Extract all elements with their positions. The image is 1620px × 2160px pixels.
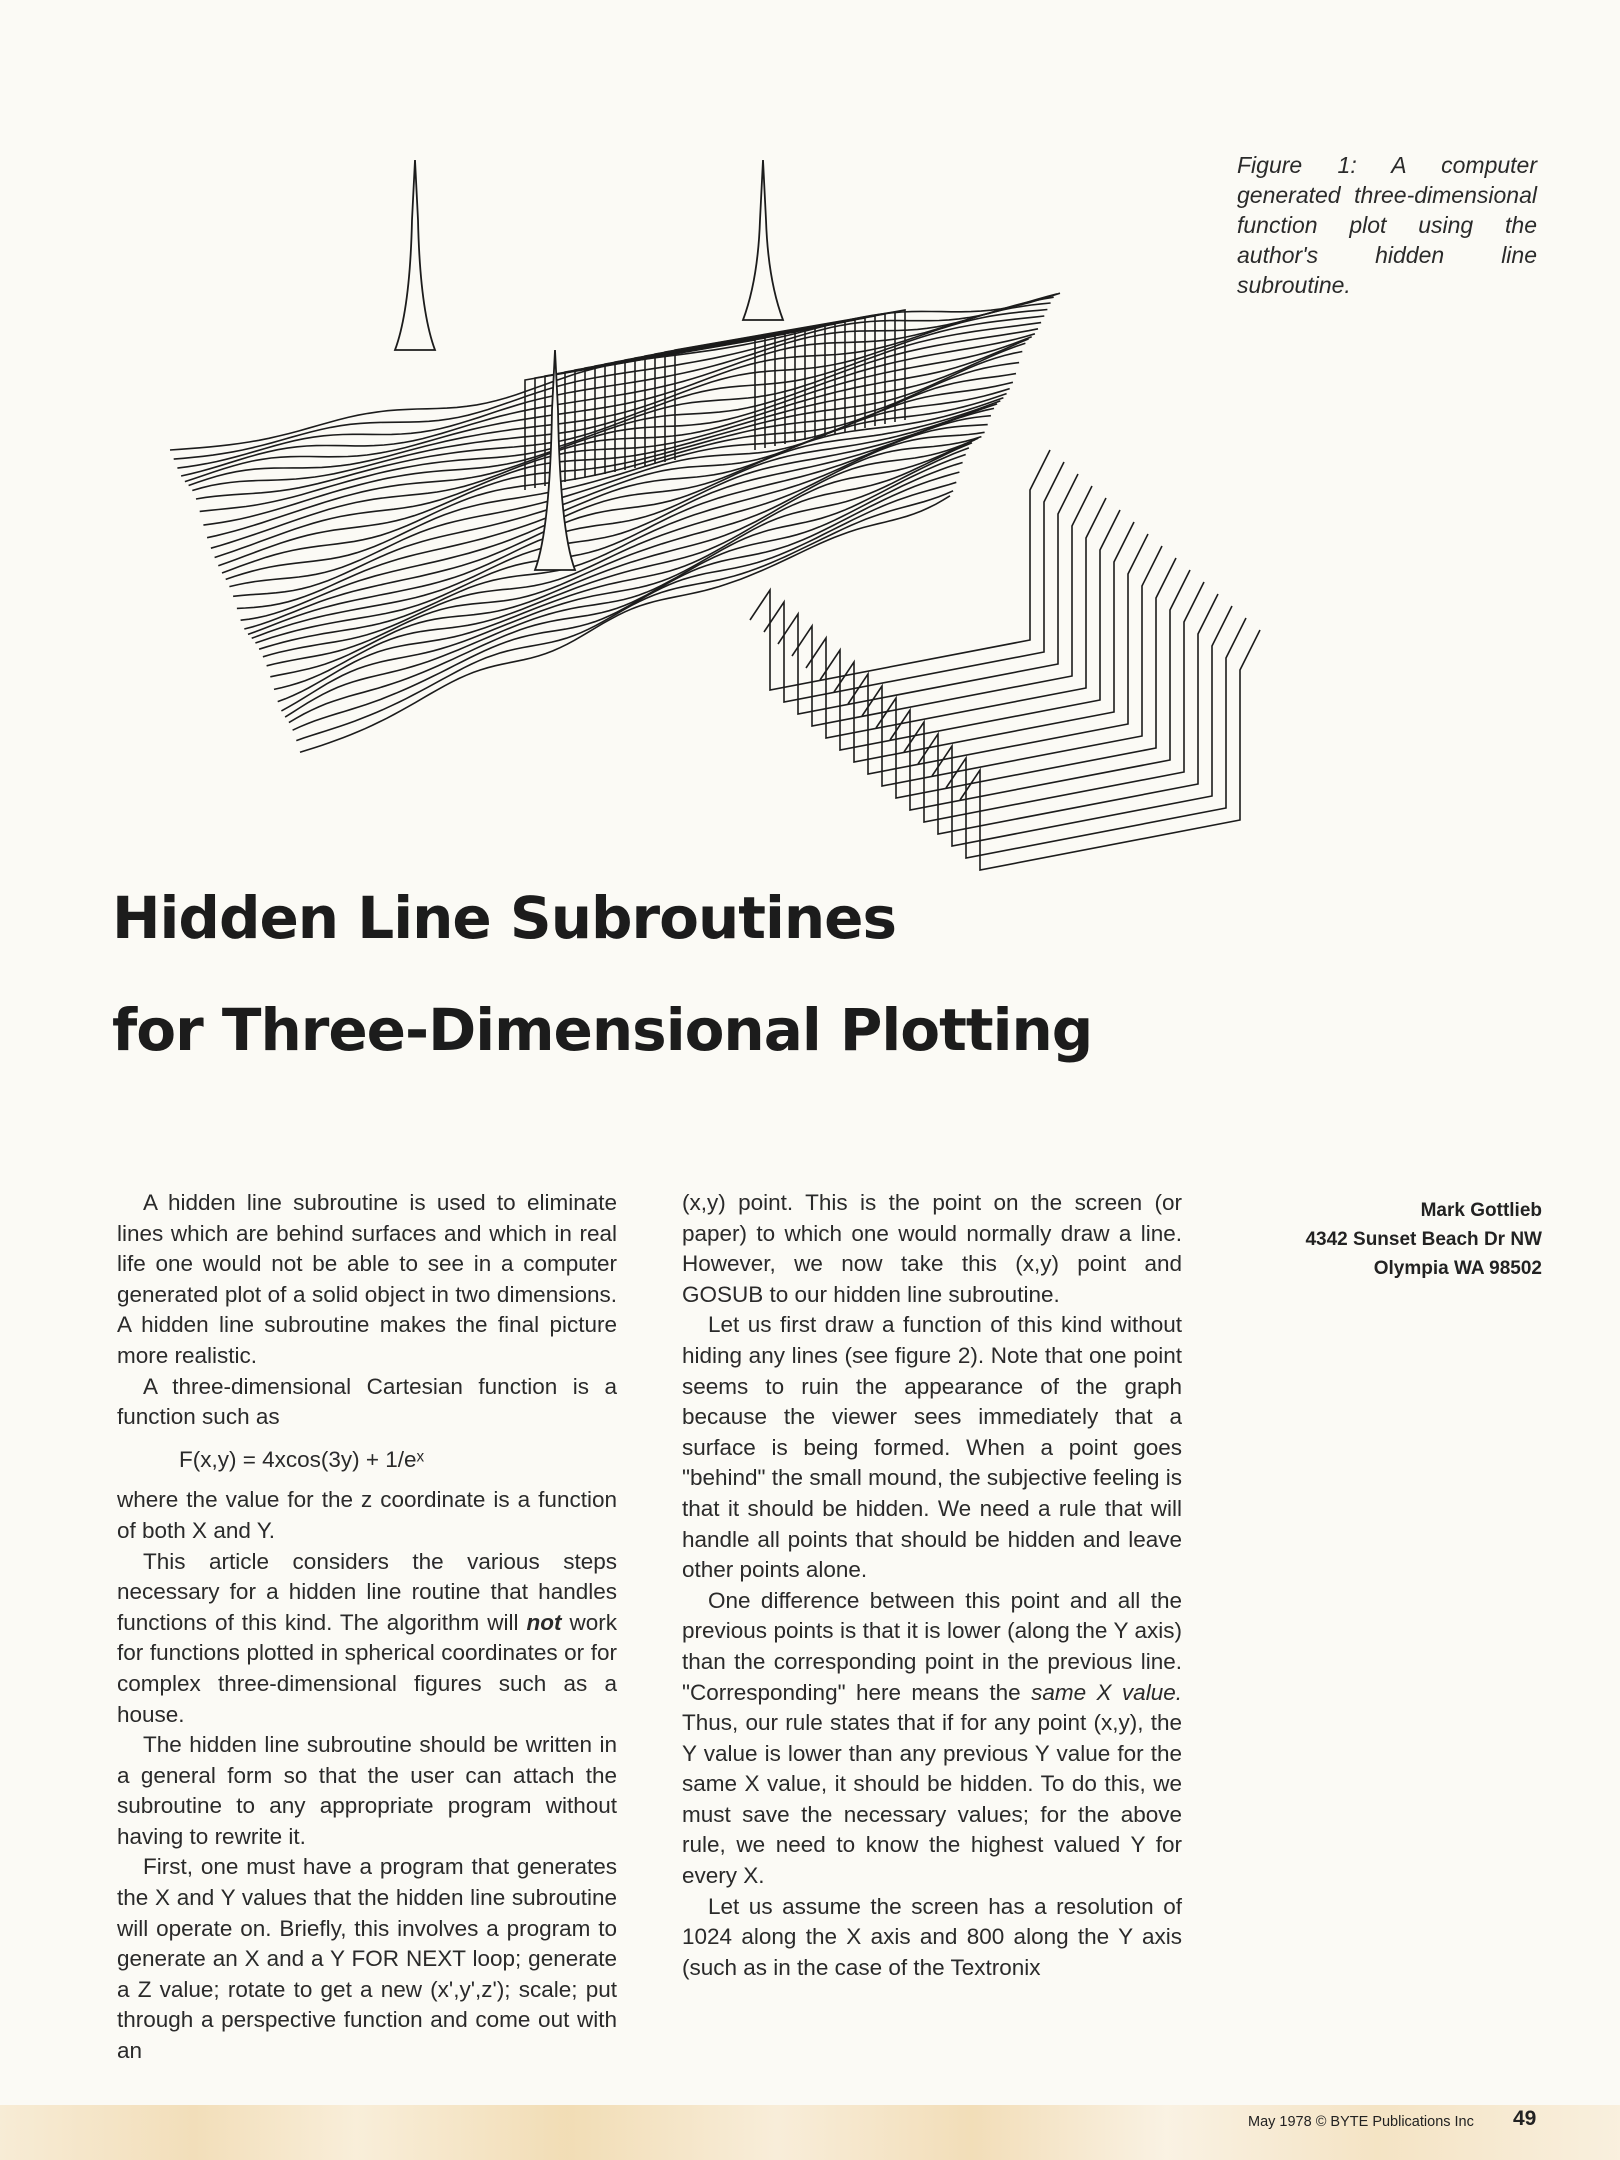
step-line (862, 546, 1162, 786)
emphasis: same X value. (1031, 1679, 1182, 1705)
paragraph: Let us first draw a function of this kind without hiding any lines (see figure 2). Note that one point seems to ruin the appearance of the graph because the viewer sees immediately that a surface is being formed. When a point goes "behind" the small mound, the subjective feeling is that it should be hidden. We need a rule that will handle all points that should be hidden and leave other points alone. (682, 1312, 1183, 1583)
step-line (848, 534, 1148, 774)
step-line (960, 630, 1260, 870)
step-line (876, 558, 1176, 798)
equation: F(x,y) = 4xcos(3y) + 1/eˣ (179, 1446, 424, 1472)
step-line (764, 462, 1064, 702)
paragraph (117, 1547, 617, 1731)
author-byline (1250, 1196, 1542, 1283)
surface-line (222, 374, 1016, 573)
body-column-2 (682, 1188, 1182, 1983)
title-line-1: Hidden Line Subroutines (112, 884, 897, 952)
step-line (834, 522, 1134, 762)
paragraph: (x,y) point. This is the point on the screen (or paper) to which one would normally draw a line. However, we now take this (x,y) point and GOSUB to our hidden line subroutine. (682, 1190, 1182, 1307)
step-line (778, 474, 1078, 714)
surface-line (244, 404, 997, 629)
paragraph: A hidden line subroutine is used to eliminate lines which are behind surfaces and which in real life one would not be able to see in a computer generated plot of a solid object in two dimensions. A hidden line subroutine makes the final picture more realistic. (117, 1190, 617, 1368)
body-column-1 (117, 1188, 617, 2067)
surface-line (218, 363, 1019, 566)
paragraph: A three-dimensional Cartesian function is a function such as (117, 1373, 617, 1430)
spike (395, 160, 435, 350)
paragraph: where the value for the z coordinate is a function of both X and Y. (117, 1487, 617, 1543)
paragraph: Let us assume the screen has a resolution of 1024 along the X axis and 800 along the Y axis (such as in the case of the Textronix (682, 1893, 1182, 1980)
figure-1-plot (160, 150, 1390, 920)
paragraph (682, 1586, 1182, 1892)
author-city: Olympia WA 98502 (1373, 1258, 1542, 1279)
footer-credit: May 1978 © BYTE Publications Inc (1248, 2114, 1474, 2130)
author-street: 4342 Sunset Beach Dr NW (1305, 1229, 1542, 1250)
paragraph: The hidden line subroutine should be written in a general form so that the user can attach the subroutine to any appropriate program without having to rewrite it. (117, 1732, 617, 1849)
step-line (890, 570, 1190, 810)
surface-line (215, 352, 1023, 558)
article-title (112, 862, 1312, 1086)
step-line (946, 618, 1246, 858)
emphasis: not (526, 1609, 562, 1635)
title-line-2: for Three-Dimensional Plotting (112, 996, 1093, 1064)
text-run: Thus, our rule states that if for any point (x,y), the Y value is lower than any previous Y value for the same X value, it should be hidden. To do this, we must save the necessary values; for the above rule, we need to know the highest valued Y for every X. (682, 1710, 1182, 1889)
text-run: One difference between this point and all the previous points is that it is lower (along the Y axis) than the corresponding point in the previous line. "Corresponding" here means the (682, 1587, 1182, 1705)
figure-caption: Figure 1: A computer generated three-dimensional function plot using the author's hidden line subroutine. (1237, 152, 1537, 298)
author-name: Mark Gottlieb (1420, 1200, 1542, 1221)
step-line (806, 498, 1106, 738)
step-line (932, 606, 1232, 846)
step-line (904, 582, 1204, 822)
step-drop (750, 450, 1260, 870)
step-line (792, 486, 1092, 726)
text-run: This article considers the various steps necessary for a hidden line routine that handles functions of this kind. The algorithm will (117, 1548, 617, 1635)
spike (743, 160, 783, 320)
paragraph: First, one must have a program that generates the X and Y values that the hidden line subroutine will operate on. Briefly, this involves a program to generate an X and a Y FOR NEXT loop; generate a Z value; rotate to get a new (x',y',z'); scale; put through a perspective function and come out with an (117, 1854, 617, 2064)
step-line (820, 510, 1120, 750)
text-run: work for functions plotted in spherical coordinates or for complex three-dimensional figures such as a house. (117, 1609, 617, 1727)
surface-line (189, 316, 1045, 486)
step-line (918, 594, 1218, 834)
spikes (395, 160, 783, 570)
page-number: 49 (1513, 2107, 1537, 2130)
